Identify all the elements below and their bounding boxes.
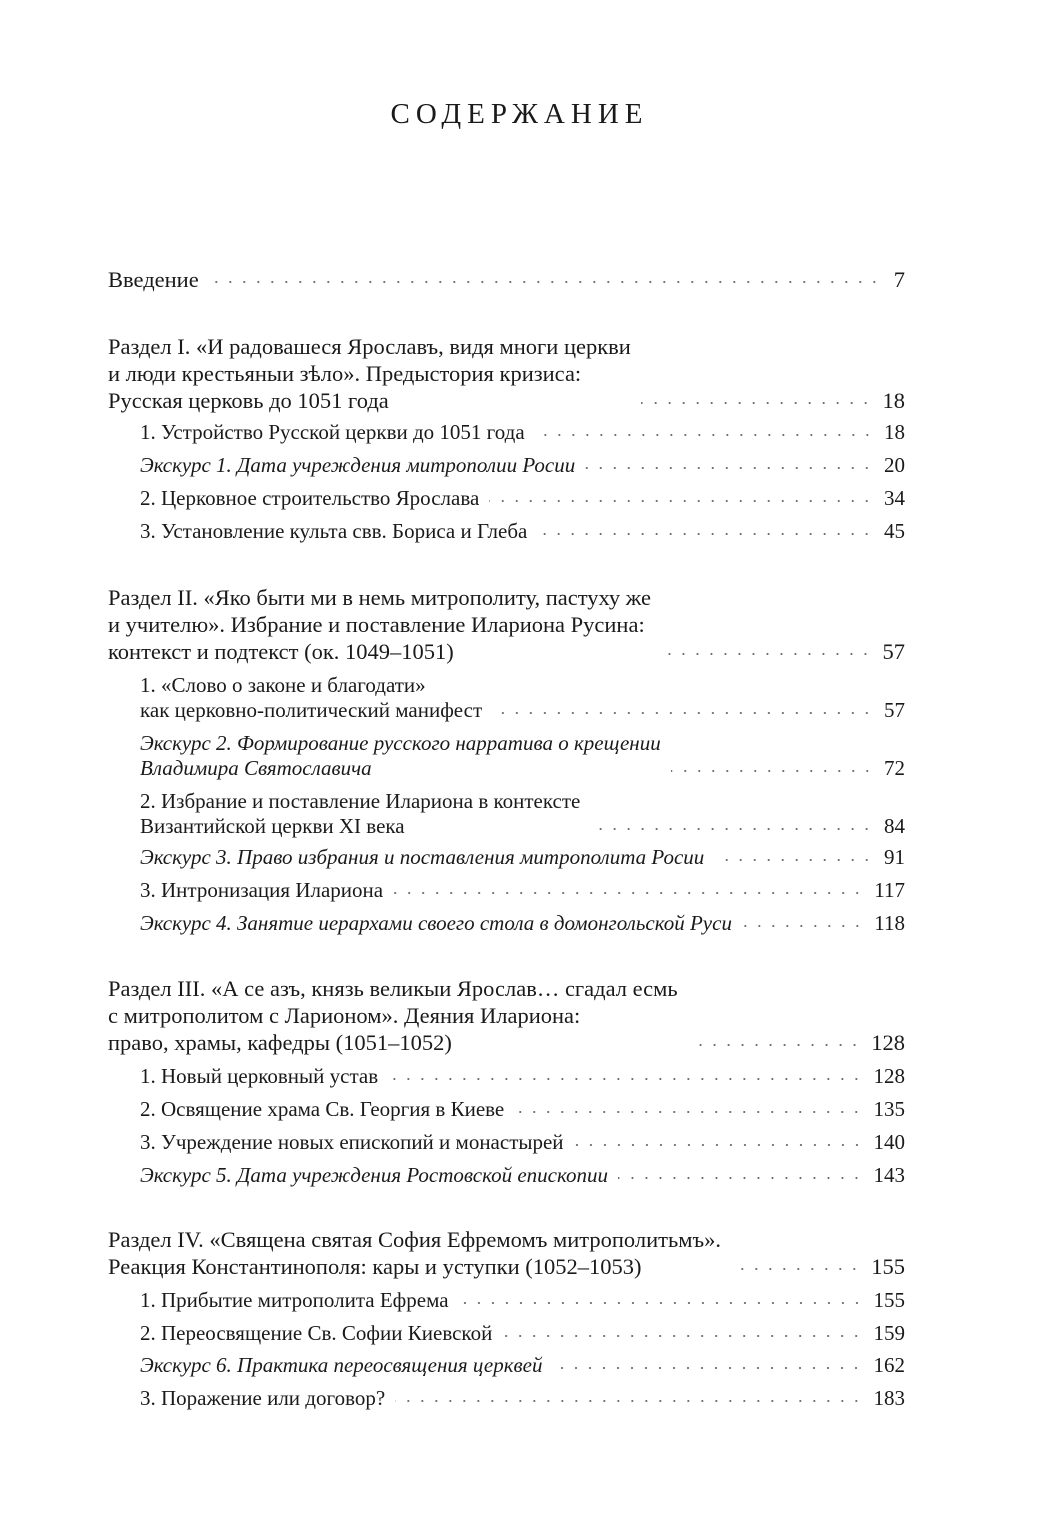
toc-entry-introduction[interactable] (108, 266, 905, 293)
toc-excursus-page: 143 (873, 1163, 905, 1187)
toc-subentry-page: 45 (884, 519, 905, 543)
toc-subentry-page: 57 (884, 698, 905, 722)
dot-leader (671, 767, 874, 775)
toc-section-title: Раздел III. «А се азъ, князь великыи Ярослав… сгадал есмь с митрополитом с Ларионом». Деяния Илариона: право, храмы, кафедры (1051–1052) (108, 976, 678, 1055)
toc-section-title: Раздел I. «И радовашеся Ярославъ, видя многи церкви и люди крестьяныи зѣло». Предыстория кризиса: Русская церковь до 1051 года (108, 334, 631, 413)
toc-excursus[interactable] (108, 731, 905, 781)
toc-excursus-title: Экскурс 2. Формирование русского нарратива о крещении Владимира Святославича (140, 731, 661, 780)
toc-subentry-page: 34 (884, 486, 905, 510)
dot-leader (585, 464, 874, 472)
toc-subentry-page: 135 (873, 1097, 905, 1121)
toc-subentry-title: 2. Переосвящение Св. Софии Киевской (140, 1321, 493, 1345)
dot-leader (641, 399, 873, 407)
toc-excursus[interactable] (108, 911, 905, 936)
dot-leader (209, 278, 881, 286)
toc-section-2[interactable] (108, 584, 905, 665)
toc-subentry-title: 1. Прибытие митрополита Ефрема (140, 1288, 449, 1312)
toc-subentry[interactable] (108, 1386, 905, 1411)
toc-excursus-title: Экскурс 6. Практика переосвящения церквей (140, 1353, 543, 1377)
toc-excursus-title: Экскурс 4. Занятие иерархами своего стола в домонгольской Руси (140, 911, 732, 935)
dot-leader (590, 825, 874, 833)
toc-subentry[interactable] (108, 789, 905, 839)
toc-section-3[interactable] (108, 975, 905, 1056)
toc-subentry-title: 3. Интронизация Илариона (140, 878, 384, 902)
toc-subentry[interactable] (108, 878, 905, 903)
dot-leader (459, 1299, 864, 1307)
toc-subentry-page: 117 (874, 878, 905, 902)
toc-excursus-title: Экскурс 3. Право избрания и поставления митрополита Росии (140, 845, 705, 869)
toc-excursus-title: Экскурс 5. Дата учреждения Ростовской епископии (140, 1163, 609, 1187)
toc-subentry-title: 3. Учреждение новых епископий и монастырей (140, 1130, 564, 1154)
dot-leader (514, 1108, 863, 1116)
toc-subentry-title: 2. Избрание и поставление Илариона в контексте Византийской церкви XI века (140, 789, 581, 838)
toc-excursus[interactable] (108, 1163, 905, 1188)
toc-subentry-title: 1. Устройство Русской церкви до 1051 года (140, 420, 525, 444)
dot-leader (535, 431, 874, 439)
toc-subentry-title: 1. «Слово о законе и благодати» как церковно-политический манифест (140, 673, 483, 722)
dot-leader (688, 1041, 862, 1049)
toc-subentry-page: 128 (873, 1064, 905, 1088)
dot-leader (714, 856, 874, 864)
toc-subentry-title: 3. Поражение или договор? (140, 1386, 386, 1410)
toc-excursus-page: 20 (884, 453, 905, 477)
toc-subentry[interactable] (108, 519, 905, 544)
toc-entry-page: 7 (893, 267, 905, 292)
toc-subentry-title: 2. Освящение храма Св. Георгия в Киеве (140, 1097, 505, 1121)
toc-subentry[interactable] (108, 1064, 905, 1089)
dot-leader (552, 1364, 863, 1372)
toc-subentry-title: 1. Новый церковный устав (140, 1064, 379, 1088)
toc-section-page: 57 (882, 639, 905, 664)
dot-leader (489, 497, 874, 505)
toc-subentry[interactable] (108, 1321, 905, 1346)
dot-leader (492, 709, 874, 717)
dot-leader (393, 889, 864, 897)
toc-excursus-page: 91 (884, 845, 905, 869)
toc-subentry[interactable] (108, 1097, 905, 1122)
toc-subentry-title: 2. Церковное строительство Ярослава (140, 486, 480, 510)
toc-excursus-page: 72 (884, 756, 905, 780)
toc-excursus-page: 162 (873, 1353, 905, 1377)
dot-leader (537, 530, 874, 538)
dot-leader (502, 1332, 863, 1340)
toc-subentry-page: 18 (884, 420, 905, 444)
toc-subentry[interactable] (108, 486, 905, 511)
toc-subentry[interactable] (108, 1130, 905, 1155)
toc-excursus-title: Экскурс 1. Дата учреждения митрополии Росии (140, 453, 576, 477)
dot-leader (574, 1141, 864, 1149)
toc-subentry[interactable] (108, 673, 905, 723)
toc-entry-title: Введение (108, 267, 199, 292)
dot-leader (388, 1075, 863, 1083)
toc-excursus-page: 118 (874, 911, 905, 935)
page-title: СОДЕРЖАНИЕ (390, 98, 649, 130)
toc-subentry-title: 3. Установление культа свв. Бориса и Глеба (140, 519, 528, 543)
toc-subentry-page: 140 (873, 1130, 905, 1154)
dot-leader (618, 1174, 863, 1182)
toc-subentry[interactable] (108, 420, 905, 445)
toc-section-title: Раздел II. «Яко быти ми в немь митрополиту, пастуху же и учителю». Избрание и поставление Илариона Русина: контекст и подтекст (ок. 1049–1051) (108, 585, 652, 664)
toc-excursus[interactable] (108, 453, 905, 478)
toc-section-1[interactable] (108, 333, 905, 414)
toc-subentry-page: 159 (873, 1321, 905, 1345)
toc-section-page: 155 (871, 1254, 905, 1279)
toc-section-4[interactable] (108, 1226, 905, 1280)
toc-excursus[interactable] (108, 845, 905, 870)
toc-excursus[interactable] (108, 1353, 905, 1378)
toc-subentry-page: 183 (873, 1386, 905, 1410)
toc-section-title: Раздел IV. «Священа святая София Ефремомъ митрополитьмъ». Реакция Константинополя: кары и уступки (1052–1053) (108, 1227, 721, 1279)
toc-section-page: 128 (871, 1030, 905, 1055)
dot-leader (742, 922, 864, 930)
dot-leader (661, 650, 872, 658)
toc-section-page: 18 (882, 388, 905, 413)
toc-subentry-page: 84 (884, 814, 905, 838)
toc-subentry-page: 155 (873, 1288, 905, 1312)
dot-leader (731, 1265, 861, 1273)
toc-subentry[interactable] (108, 1288, 905, 1313)
dot-leader (395, 1397, 863, 1405)
